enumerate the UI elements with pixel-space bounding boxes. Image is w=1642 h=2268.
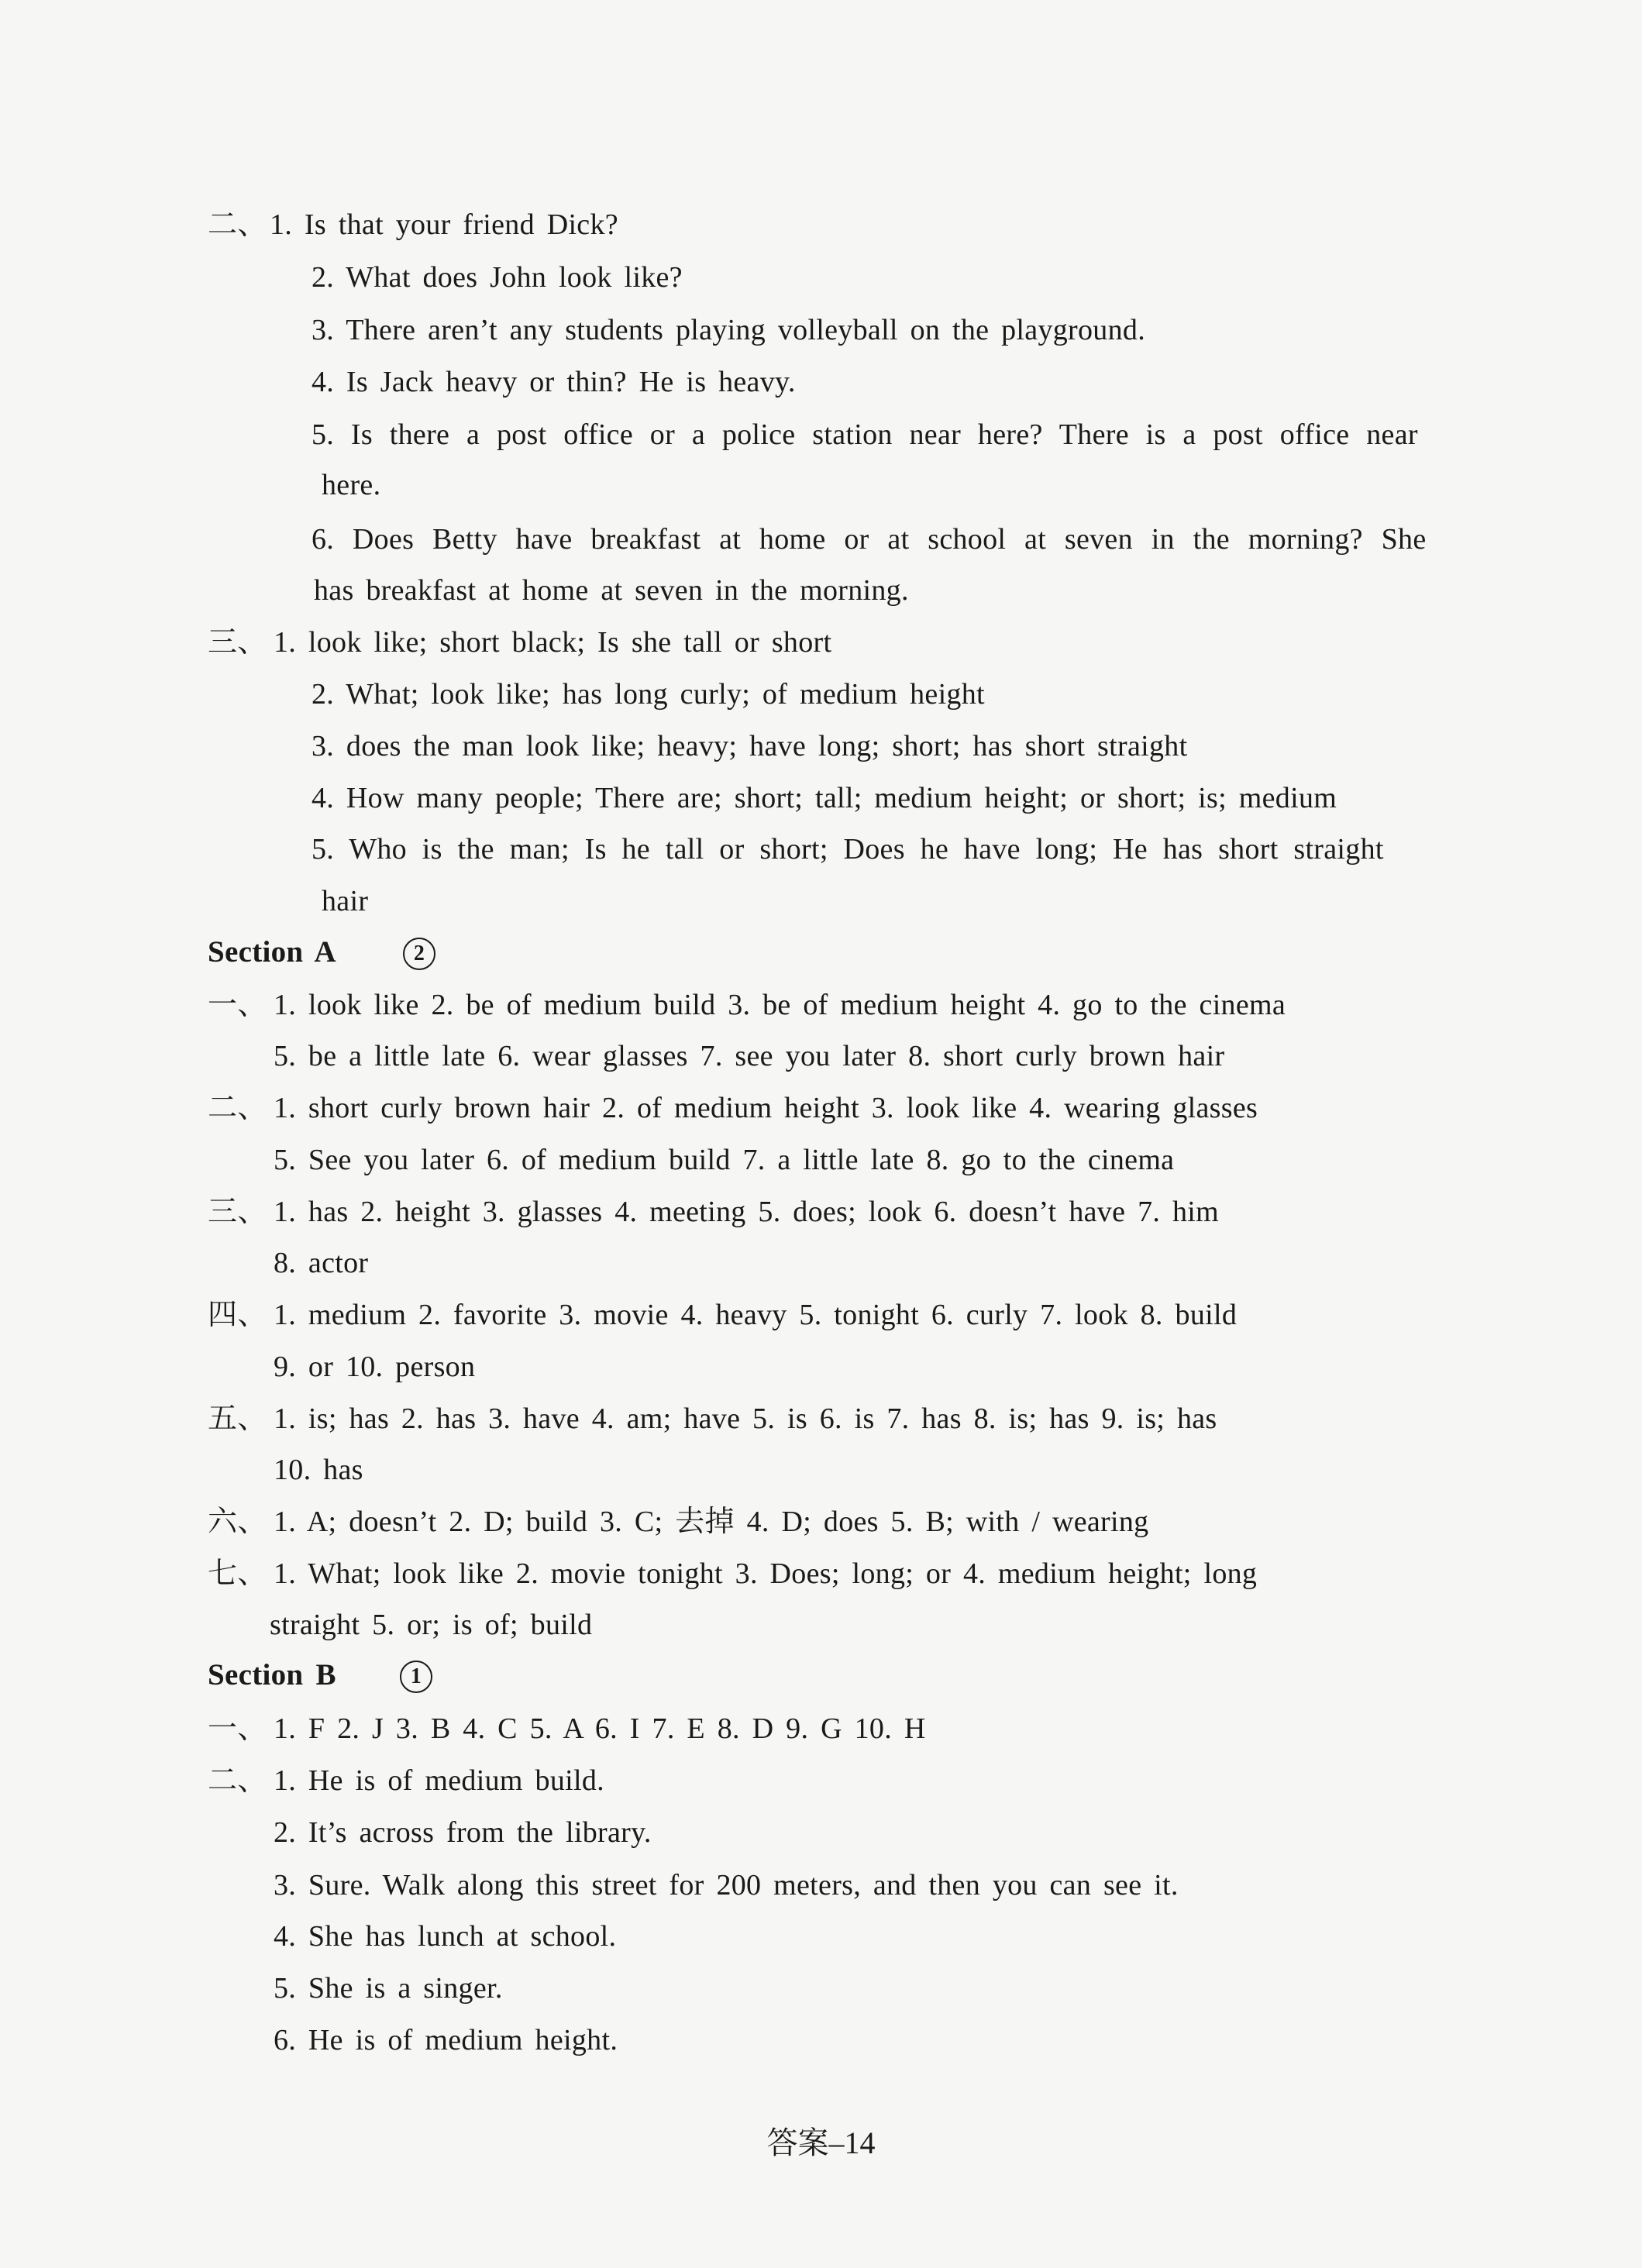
section-heading <box>0 927 1642 978</box>
answer-line <box>0 1031 1642 1082</box>
answer-line <box>0 1082 1642 1134</box>
answer-line <box>0 1963 1642 2014</box>
part-marker: 一、 <box>208 989 267 1021</box>
answer-text: 2. It’s across from the library. <box>274 1816 652 1849</box>
answer-text: 5. She is a singer. <box>274 1972 503 2005</box>
part-marker: 三、 <box>208 1196 267 1228</box>
part-marker: 二、 <box>208 1092 267 1124</box>
answer-text: 3. There aren’t any students playing volleyball on the playground. <box>312 314 1145 346</box>
answer-line <box>0 409 1642 460</box>
part-marker: 二、 <box>208 1764 267 1797</box>
answer-text: 1. Is that your friend Dick? <box>270 208 618 241</box>
answer-line <box>0 979 1642 1031</box>
answer-line <box>0 876 1642 927</box>
answer-line <box>0 356 1642 408</box>
answer-line <box>0 459 1642 511</box>
answer-text: 4. She has lunch at school. <box>274 1920 617 1953</box>
answer-line <box>0 514 1642 565</box>
answer-line <box>0 1548 1642 1599</box>
answer-text: 10. has <box>274 1454 363 1486</box>
section-heading <box>0 1650 1642 1701</box>
answer-line <box>0 1496 1642 1547</box>
answer-line <box>0 1289 1642 1340</box>
circled-number-badge: 1 <box>400 1661 432 1693</box>
answer-line <box>0 1186 1642 1237</box>
answer-text: 3. does the man look like; heavy; have long; short; has short straight <box>312 730 1188 762</box>
answer-line <box>0 1755 1642 1806</box>
answer-line <box>0 1237 1642 1289</box>
answer-text: 6. He is of medium height. <box>274 2024 618 2056</box>
circled-number-badge: 2 <box>403 938 435 970</box>
answer-text: 3. Sure. Walk along this street for 200 meters, and then you can see it. <box>274 1869 1179 1901</box>
section-title: Section A <box>208 935 336 969</box>
answer-line <box>0 1599 1642 1650</box>
answer-text: here. <box>322 469 381 501</box>
section-title: Section B <box>208 1658 336 1692</box>
answer-line <box>0 1807 1642 1858</box>
answer-text: 2. What does John look like? <box>312 261 683 294</box>
answer-line <box>0 669 1642 720</box>
answer-text: 5. be a little late 6. wear glasses 7. see you later 8. short curly brown hair <box>274 1040 1225 1072</box>
answer-line <box>0 824 1642 875</box>
part-marker: 七、 <box>208 1557 267 1590</box>
answer-text: 1. F 2. J 3. B 4. C 5. A 6. I 7. E 8. D 9. G 10. H <box>274 1712 926 1745</box>
answer-line <box>0 2015 1642 2066</box>
answer-text: 5. See you later 6. of medium build 7. a little late 8. go to the cinema <box>274 1144 1175 1176</box>
answer-text: 9. or 10. person <box>274 1351 476 1383</box>
answer-text: 1. A; doesn’t 2. D; build 3. C; 去掉 4. D; does 5. B; with / wearing <box>274 1506 1149 1538</box>
answer-text: 1. What; look like 2. movie tonight 3. Does; long; or 4. medium height; long <box>274 1557 1258 1590</box>
answer-text: 1. look like; short black; Is she tall or short <box>274 626 832 659</box>
part-marker: 二、 <box>208 208 267 241</box>
answer-text: 4. Is Jack heavy or thin? He is heavy. <box>312 366 796 398</box>
answer-line <box>0 617 1642 668</box>
answer-line <box>0 252 1642 303</box>
answer-text: 1. medium 2. favorite 3. movie 4. heavy 5. tonight 6. curly 7. look 8. build <box>274 1299 1238 1331</box>
answer-line <box>0 773 1642 824</box>
answer-line <box>0 721 1642 772</box>
answer-text: 8. actor <box>274 1247 369 1279</box>
answer-line <box>0 1393 1642 1444</box>
answer-line <box>0 305 1642 356</box>
part-marker: 四、 <box>208 1299 267 1331</box>
part-marker: 六、 <box>208 1506 267 1538</box>
answer-line <box>0 1703 1642 1754</box>
part-marker: 一、 <box>208 1712 267 1745</box>
answer-text: 2. What; look like; has long curly; of medium height <box>312 678 985 711</box>
answer-line <box>0 1911 1642 1962</box>
answer-line <box>0 1444 1642 1495</box>
answer-text: 4. How many people; There are; short; tall; medium height; or short; is; medium <box>312 782 1337 814</box>
answer-text: hair <box>322 885 369 917</box>
answer-text: 1. short curly brown hair 2. of medium height 3. look like 4. wearing glasses <box>274 1092 1258 1124</box>
answer-line <box>0 1860 1642 1911</box>
part-marker: 三、 <box>208 626 267 659</box>
answer-text: 1. has 2. height 3. glasses 4. meeting 5. does; look 6. doesn’t have 7. him <box>274 1196 1219 1228</box>
page-footer: 答案–14 <box>766 2125 876 2160</box>
answer-text: 1. He is of medium build. <box>274 1764 604 1797</box>
answer-text: has breakfast at home at seven in the morning. <box>314 574 909 607</box>
answer-text: 1. look like 2. be of medium build 3. be of medium height 4. go to the cinema <box>274 989 1286 1021</box>
answer-text: straight 5. or; is of; build <box>270 1609 593 1641</box>
answer-text: 5. Who is the man; Is he tall or short; Does he have long; He has short straight <box>312 833 1384 866</box>
answer-text: 5. Is there a post office or a police station near here? There is a post office near <box>312 418 1418 451</box>
answer-text: 1. is; has 2. has 3. have 4. am; have 5. is 6. is 7. has 8. is; has 9. is; has <box>274 1402 1217 1435</box>
answer-line <box>0 1134 1642 1186</box>
answer-line <box>0 1341 1642 1392</box>
answer-line <box>0 199 1642 250</box>
answer-text: 6. Does Betty have breakfast at home or at school at seven in the morning? She <box>312 523 1427 556</box>
part-marker: 五、 <box>208 1402 267 1435</box>
answer-line <box>0 565 1642 616</box>
